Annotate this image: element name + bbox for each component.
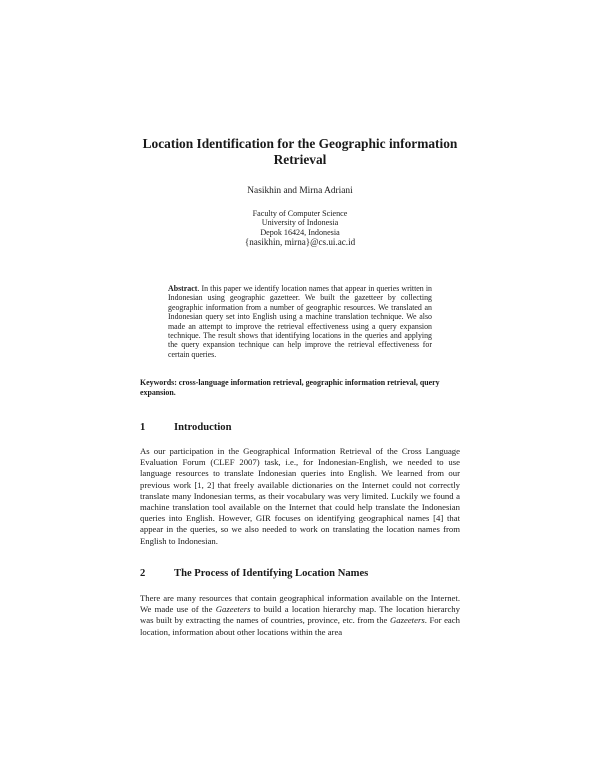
abstract: [168, 284, 432, 359]
paper-title: Location Identification for the Geographic information Retrieval: [142, 136, 458, 167]
abstract-label: Abstract: [168, 284, 198, 293]
section-heading-introduction: [140, 422, 232, 433]
introduction-paragraph: As our participation in the Geographical Information Retrieval of the Cross Language Evaluation Forum (CLEF 2007) task, i.e., for Indonesian-English, we needed to use language resources to translate Indonesian queries into English. We learned from our previous work [1, 2] that freely available dictionaries on the Internet could not correctly translate many Indonesian terms, as their vocabulary was very limited. Luckily we found a machine translation tool available on the Internet that could help translate the Indonesian queries into English. However, GIR focuses on identifying geographical names [4] that appear in the queries, so we also needed to work on translating the location names from English to Indonesian.: [140, 446, 460, 546]
paragraph-text: to build a location hierarchy map. The location hierarchy was built by extracting the names of countries, province, etc. from the: [140, 604, 460, 626]
affiliation-university: University of Indonesia: [261, 218, 339, 228]
author-email: {nasikhin, mirna}@cs.ui.ac.id: [244, 237, 356, 248]
abstract-text: . In this paper we identify location names that appear in queries written in Indonesian using geographic gazetteer. We built the gazetteer by collecting geographic information from a number of geographic resources. We translated an Indonesian query set into English using a machine translation technique. We also made an attempt to improve the retrieval effectiveness using a query expansion technique. The result shows that identifying locations in the queries and applying the query expansion technique can help improve the retrieval effectiveness for certain queries.: [168, 284, 432, 359]
paragraph-text: . For each location, information about other locations within the area: [140, 615, 460, 637]
section-title: The Process of Identifying Location Names: [174, 568, 369, 579]
gazeteers-term: Gazeeters: [215, 604, 251, 615]
affiliation-address: Depok 16424, Indonesia: [260, 227, 340, 237]
authors: Nasikhin and Mirna Adriani: [247, 186, 353, 196]
gazeteers-term: Gazeeters: [389, 615, 425, 626]
keywords: Keywords: cross-language information retrieval, geographic information retrieval, query expansion.: [140, 378, 440, 398]
affiliation: [0, 209, 600, 248]
affiliation-faculty: Faculty of Computer Science: [252, 209, 348, 218]
paragraph-text: There are many resources that contain geographical information available on the Internet. We made use of the: [140, 593, 460, 615]
section-title: Introduction: [174, 422, 232, 433]
process-paragraph: [140, 593, 460, 638]
section-number: 2: [140, 568, 146, 579]
section-heading-process: [140, 568, 368, 579]
section-number: 1: [140, 422, 146, 433]
